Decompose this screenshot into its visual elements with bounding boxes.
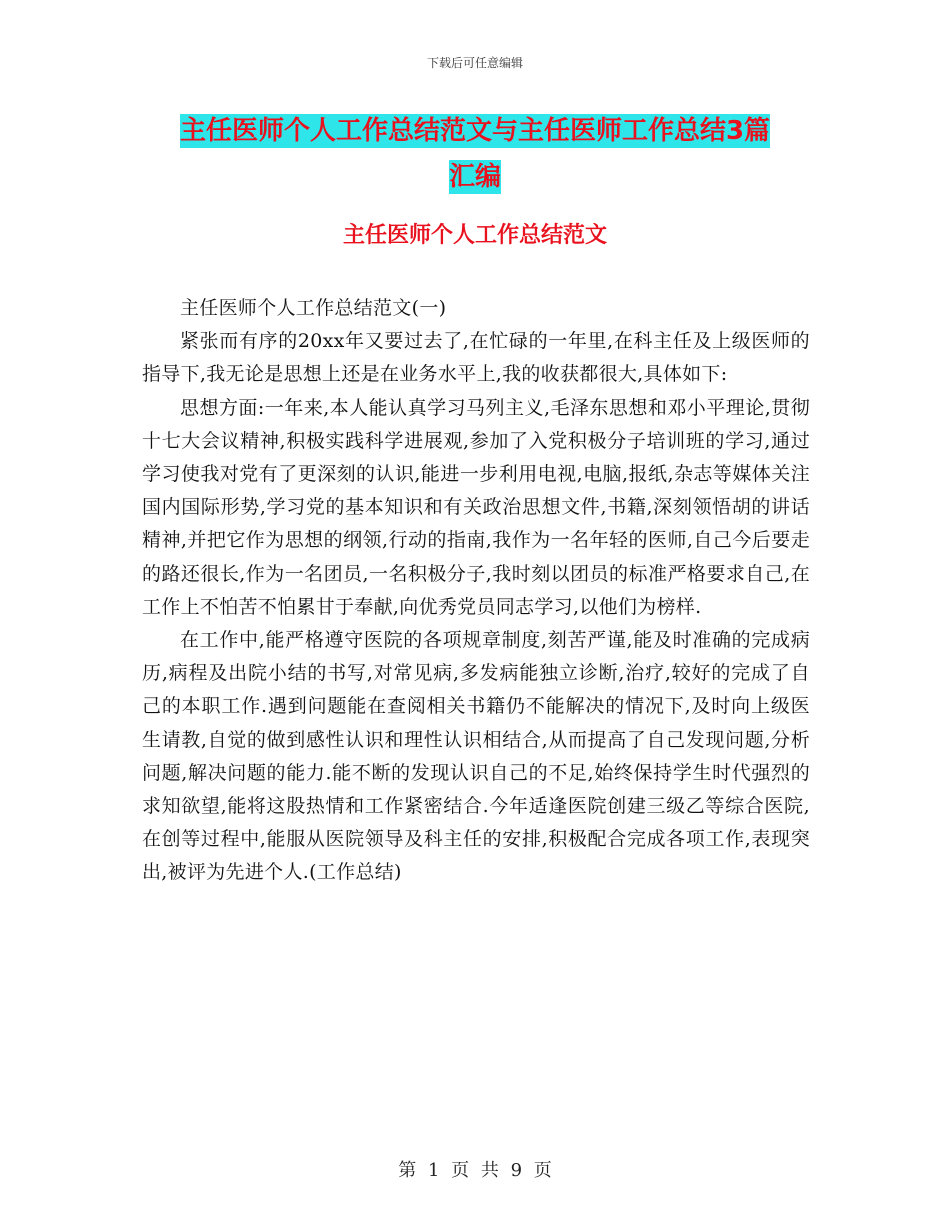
document-title [140, 108, 810, 200]
document-body [142, 292, 810, 890]
paragraph: 思想方面:一年来,本人能认真学习马列主义,毛泽东思想和邓小平理论,贯彻十七大会议精神,积极实践科学进展观,参加了入党积极分子培训班的学习,通过学习使我对党有了更深刻的认识,能进一步利用电视,电脑,报纸,杂志等媒体关注国内国际形势,学习党的基本知识和有关政治思想文件,书籍,深刻领悟胡的讲话精神,并把它作为思想的纲领,行动的指南,我作为一名年轻的医师,自己今后要走的路还很长,作为一名团员,一名积极分子,我时刻以团员的标准严格要求自己,在工作上不怕苦不怕累甘于奉献,向优秀党员同志学习,以他们为榜样. [142, 396, 810, 618]
paragraph: 紧张而有序的20xx年又要过去了,在忙碌的一年里,在科主任及上级医师的指导下,我无论是思想上还是在业务水平上,我的收获都很大,具体如下: [142, 330, 810, 386]
document-title-line-2: 汇编 [448, 162, 501, 192]
section-title: 主任医师个人工作总结范文 [342, 223, 607, 248]
header-note: 下载后可任意编辑 [426, 56, 523, 70]
paragraph-subtitle: 主任医师个人工作总结范文(一) [180, 297, 447, 319]
document-title-line-1: 主任医师个人工作总结范文与主任医师工作总结3篇 [179, 116, 771, 146]
page-number: 第 1 页 共 9 页 [398, 1160, 552, 1181]
paragraph: 在工作中,能严格遵守医院的各项规章制度,刻苦严谨,能及时准确的完成病历,病程及出院小结的书写,对常见病,多发病能独立诊断,治疗,较好的完成了自己的本职工作.遇到问题能在查阅相关书籍仍不能解决的情况下,及时向上级医生请教,自觉的做到感性认识和理性认识相结合,从而提高了自己发现问题,分析问题,解决问题的能力.能不断的发现认识自己的不足,始终保持学生时代强烈的求知欲望,能将这股热情和工作紧密结合.今年适逢医院创建三级乙等综合医院,在创等过程中,能服从医院领导及科主任的安排,积极配合完成各项工作,表现突出,被评为先进个人.(工作总结) [142, 629, 810, 884]
